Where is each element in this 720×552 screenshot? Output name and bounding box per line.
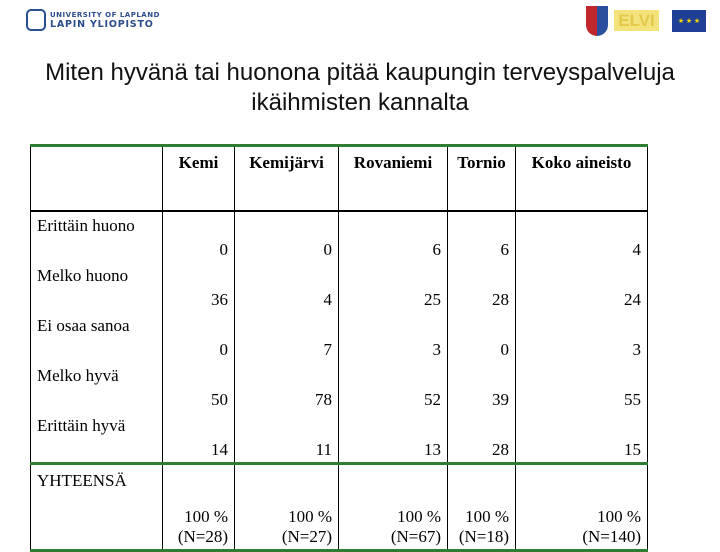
table-cell: 52 (339, 362, 448, 412)
table-cell: 55 (516, 362, 648, 412)
total-cell (235, 464, 339, 551)
total-n: (N=28) (177, 527, 228, 546)
total-cell (339, 464, 448, 551)
table-cell: 28 (448, 412, 516, 464)
total-cell (163, 464, 235, 551)
table-cell: 13 (339, 412, 448, 464)
row-label: Erittäin hyvä (31, 412, 163, 464)
column-header: Kemi (163, 146, 235, 212)
table-cell: 0 (235, 211, 339, 262)
results-table (30, 144, 648, 552)
university-name-en: UNIVERSITY OF LAPLAND (50, 10, 160, 19)
column-header: Tornio (448, 146, 516, 212)
table-cell: 15 (516, 412, 648, 464)
table-cell: 28 (448, 262, 516, 312)
table-cell: 4 (516, 211, 648, 262)
table-cell: 3 (516, 312, 648, 362)
slide-title: Miten hyvänä tai huonona pitää kaupungin terveyspalveluja ikäihmisten kannalta (45, 59, 675, 116)
table-header-row (31, 146, 648, 212)
row-label: Erittäin huono (31, 211, 163, 262)
total-row (31, 464, 648, 551)
table-cell: 7 (235, 312, 339, 362)
table-cell: 0 (163, 312, 235, 362)
snowflake-icon (26, 9, 46, 31)
eu-flag-icon: ★ ★ ★ (672, 10, 706, 32)
total-percent: 100 % (288, 507, 332, 526)
table-row (31, 211, 648, 262)
table-row (31, 312, 648, 362)
column-header: Rovaniemi (339, 146, 448, 212)
coat-of-arms-icon (586, 6, 608, 36)
table-row (31, 262, 648, 312)
table-cell: 3 (339, 312, 448, 362)
column-header: Kemijärvi (235, 146, 339, 212)
table-row (31, 362, 648, 412)
table-cell: 14 (163, 412, 235, 464)
total-percent: 100 % (397, 507, 441, 526)
university-name-fi: LAPIN YLIOPISTO (50, 18, 154, 30)
total-n: (N=27) (281, 527, 332, 546)
university-logo (26, 9, 160, 31)
table-cell: 4 (235, 262, 339, 312)
total-cell (516, 464, 648, 551)
table-cell: 6 (448, 211, 516, 262)
total-percent: 100 % (184, 507, 228, 526)
table-cell: 11 (235, 412, 339, 464)
table-cell: 0 (448, 312, 516, 362)
row-label: Melko hyvä (31, 362, 163, 412)
total-cell (448, 464, 516, 551)
table-row (31, 412, 648, 464)
table-cell: 24 (516, 262, 648, 312)
total-n: (N=18) (458, 527, 509, 546)
table-cell: 78 (235, 362, 339, 412)
total-percent: 100 % (465, 507, 509, 526)
table-cell: 25 (339, 262, 448, 312)
table-cell: 39 (448, 362, 516, 412)
column-header: Koko aineisto (516, 146, 648, 212)
table-cell: 0 (163, 211, 235, 262)
table-cell: 50 (163, 362, 235, 412)
row-label: Ei osaa sanoa (31, 312, 163, 362)
total-n: (N=140) (582, 527, 641, 546)
table-cell: 6 (339, 211, 448, 262)
elvi-logo: ELVI (614, 10, 659, 31)
row-label: YHTEENSÄ (31, 464, 163, 551)
total-percent: 100 % (597, 507, 641, 526)
row-label: Melko huono (31, 262, 163, 312)
total-n: (N=67) (390, 527, 441, 546)
table-cell: 36 (163, 262, 235, 312)
